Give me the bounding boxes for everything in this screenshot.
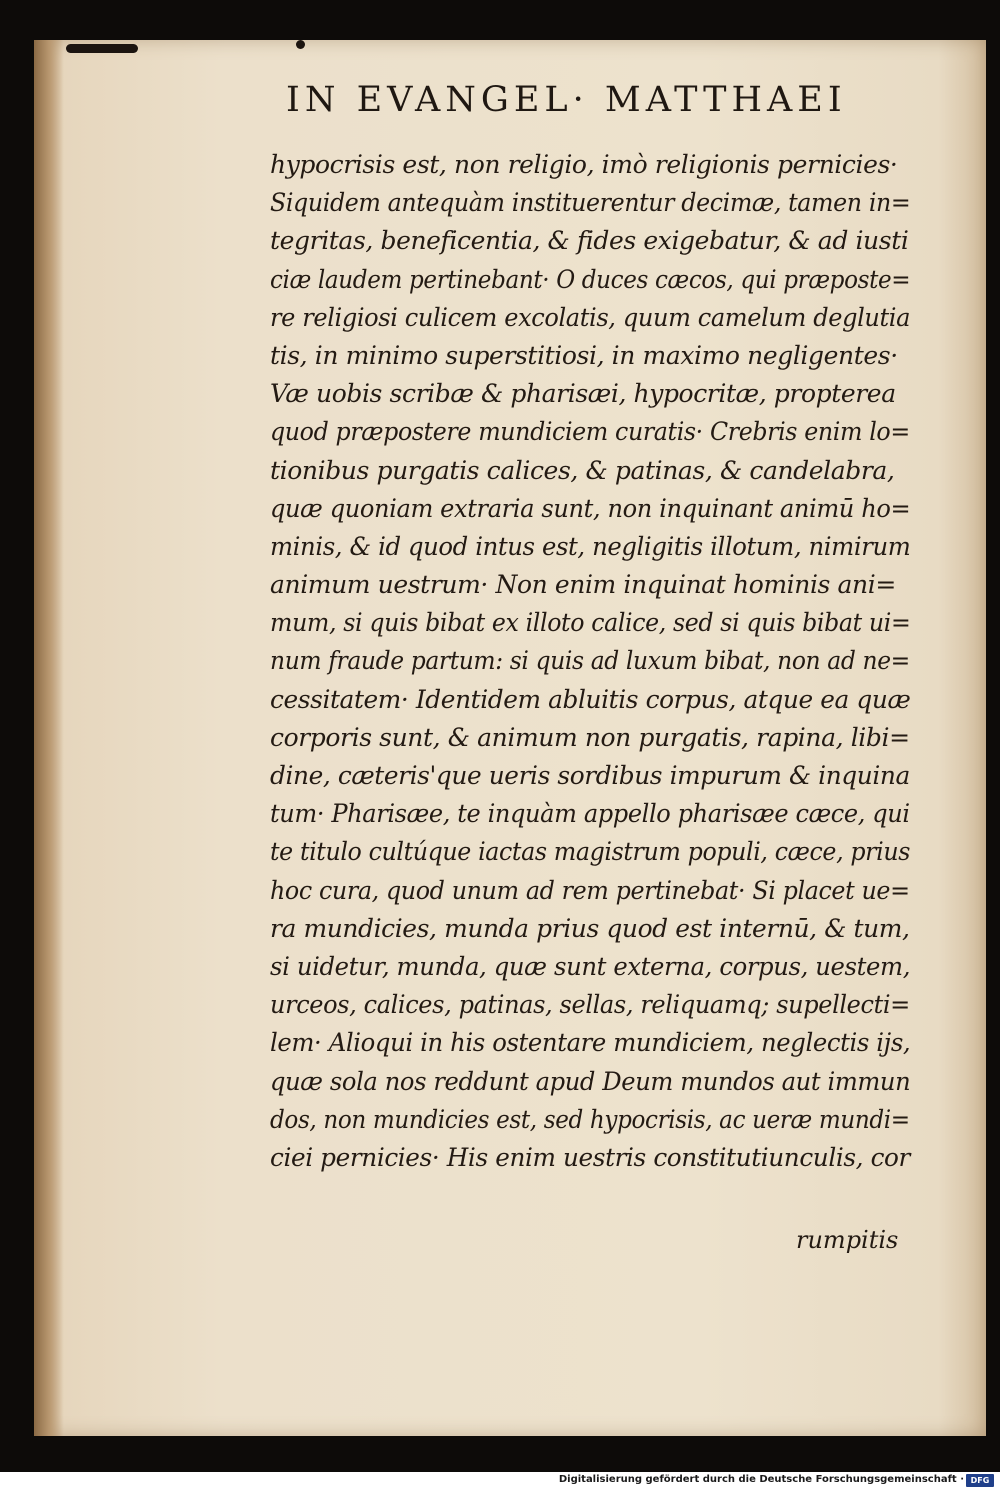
text-line: hoc cura, quod unum ad rem pertinebat· Si placet ue= [270, 875, 910, 905]
text-line: urceos, calices, patinas, sellas, reliquamq; supellecti= [270, 990, 910, 1020]
text-line: dos, non mundicies est, sed hypocrisis, ac ueræ mundi= [270, 1104, 910, 1134]
text-line: quæ sola nos reddunt apud Deum mundos aut immun [270, 1066, 911, 1096]
text-line: ciei pernicies· His enim uestris constitutiunculis, cor [270, 1142, 910, 1172]
text-line: cessitatem· Identidem abluitis corpus, atque ea quæ [270, 684, 911, 714]
running-head: IN EVANGEL· MATTHAEI [286, 80, 847, 120]
page-gutter-shadow [34, 40, 64, 1436]
text-line: tegritas, beneficentia, & fides exigebatur, & ad iusti [270, 226, 909, 256]
catchword: rumpitis [796, 1226, 899, 1254]
dfg-logo-icon: DFG [966, 1474, 994, 1487]
text-line: hypocrisis est, non religio, imò religionis pernicies· [270, 150, 898, 179]
ink-blot-mark [66, 44, 138, 53]
text-line: ra mundicies, munda prius quod est internū, & tum, [270, 913, 910, 943]
text-line: lem· Alioqui in his ostentare mundiciem, neglectis ijs, [270, 1028, 911, 1058]
text-line: Væ uobis scribæ & pharisæi, hypocritæ, propterea [270, 379, 896, 409]
text-line: quod præpostere mundiciem curatis· Crebris enim lo= [270, 417, 910, 447]
text-line: si uidetur, munda, quæ sunt externa, corpus, uestem, [270, 951, 911, 981]
text-line: minis, & id quod intus est, negligitis illotum, nimirum [270, 531, 911, 561]
text-line: ciæ laudem pertinebant· O duces cæcos, qui præposte= [270, 264, 911, 294]
digitization-credit: Digitalisierung gefördert durch die Deutsche Forschungsgemeinschaft · [558, 1474, 964, 1485]
text-line: tis, in minimo superstitiosi, in maximo negligentes· [270, 340, 898, 370]
text-line: Siquidem antequàm instituerentur decimæ, tamen in= [270, 188, 911, 218]
text-line: quæ quoniam extraria sunt, non inquinant animū ho= [270, 493, 911, 523]
text-line: num fraude partum: si quis ad luxum bibat, non ad ne= [270, 646, 910, 676]
text-line: mum, si quis bibat ex illoto calice, sed si quis bibat ui= [270, 608, 911, 638]
text-line: te titulo cultúque iactas magistrum populi, cæce, prius [270, 837, 910, 867]
text-line: re religiosi culicem excolatis, quum camelum deglutia [270, 302, 911, 332]
text-line: dine, cæteris'que ueris sordibus impurum & inquina [270, 761, 910, 790]
ink-dot-mark [296, 40, 305, 49]
footer-bar [0, 1472, 1000, 1491]
text-line: tionibus purgatis calices, & patinas, & candelabra, [270, 455, 895, 485]
text-line: tum· Pharisæe, te inquàm appello pharisæe cæce, qui [270, 799, 910, 829]
text-line: corporis sunt, & animum non purgatis, rapina, libi= [270, 722, 910, 752]
body-text [270, 146, 910, 1177]
text-line: animum uestrum· Non enim inquinat hominis ani= [270, 570, 896, 600]
